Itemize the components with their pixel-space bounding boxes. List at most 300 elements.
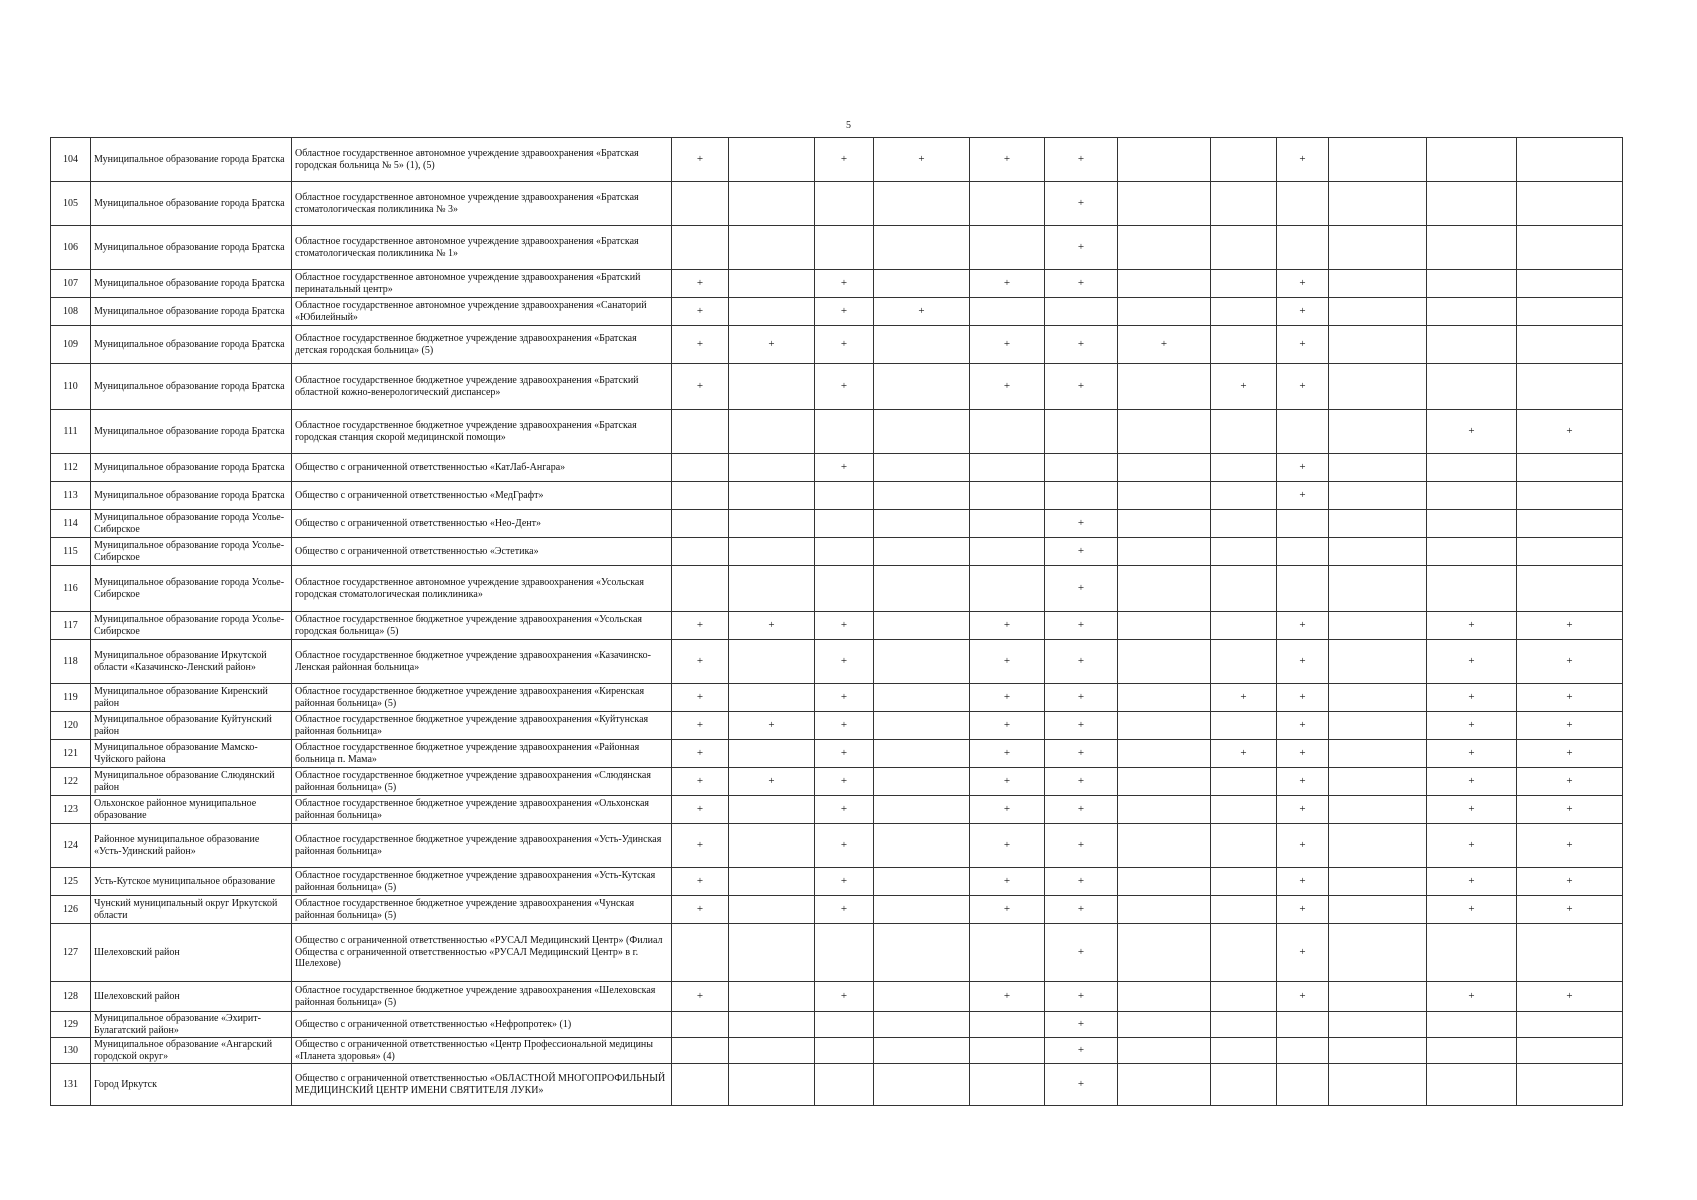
mark-cell [672, 410, 729, 454]
institution-cell: Областное государственное бюджетное учреждение здравоохранения «Слюдянская районная больница» (5) [292, 768, 672, 796]
mark-cell [1211, 482, 1277, 510]
mark-cell [1211, 226, 1277, 270]
mark-cell [1211, 1064, 1277, 1106]
mark-cell [874, 768, 970, 796]
mark-cell [1277, 1038, 1329, 1064]
mark-cell [970, 410, 1045, 454]
mark-cell: + [874, 138, 970, 182]
mark-cell [874, 924, 970, 982]
mark-cell [1211, 510, 1277, 538]
mark-cell [729, 182, 815, 226]
mark-cell [815, 1064, 874, 1106]
mark-cell [874, 1064, 970, 1106]
mark-cell: + [1277, 684, 1329, 712]
mark-cell [729, 924, 815, 982]
mark-cell [1427, 298, 1517, 326]
row-number: 118 [51, 640, 91, 684]
mark-cell: + [1045, 896, 1118, 924]
mark-cell [1045, 454, 1118, 482]
mark-cell [815, 538, 874, 566]
mark-cell [1329, 326, 1427, 364]
table-row [51, 824, 1623, 868]
row-number: 114 [51, 510, 91, 538]
mark-cell [1118, 482, 1211, 510]
mark-cell [1517, 454, 1623, 482]
mark-cell [1329, 510, 1427, 538]
row-number: 127 [51, 924, 91, 982]
mark-cell [1517, 1038, 1623, 1064]
mark-cell: + [1277, 640, 1329, 684]
mark-cell [1329, 454, 1427, 482]
mark-cell [874, 410, 970, 454]
mark-cell: + [1277, 982, 1329, 1012]
mark-cell [1329, 768, 1427, 796]
institution-cell: Областное государственное бюджетное учреждение здравоохранения «Куйтунская районная больница» [292, 712, 672, 740]
institution-cell: Областное государственное бюджетное учреждение здравоохранения «Районная больница п. Мама» [292, 740, 672, 768]
municipality-cell: Муниципальное образование города Братска [91, 454, 292, 482]
mark-cell [1517, 298, 1623, 326]
mark-cell [1517, 482, 1623, 510]
municipality-cell: Муниципальное образование города Братска [91, 410, 292, 454]
mark-cell [874, 796, 970, 824]
municipality-cell: Муниципальное образование города Братска [91, 226, 292, 270]
medical-organizations-table [50, 137, 1623, 1106]
mark-cell [1329, 924, 1427, 982]
mark-cell [970, 298, 1045, 326]
municipality-cell: Муниципальное образование города Братска [91, 364, 292, 410]
municipality-cell: Муниципальное образование Мамско-Чуйского района [91, 740, 292, 768]
row-number: 124 [51, 824, 91, 868]
mark-cell: + [815, 640, 874, 684]
table-row [51, 1012, 1623, 1038]
table-row [51, 566, 1623, 612]
mark-cell [1329, 270, 1427, 298]
mark-cell [729, 1012, 815, 1038]
mark-cell: + [1427, 410, 1517, 454]
mark-cell: + [1427, 612, 1517, 640]
mark-cell: + [1277, 364, 1329, 410]
mark-cell [815, 1012, 874, 1038]
mark-cell: + [815, 868, 874, 896]
mark-cell: + [1277, 796, 1329, 824]
row-number: 104 [51, 138, 91, 182]
mark-cell: + [1517, 712, 1623, 740]
mark-cell [672, 1064, 729, 1106]
institution-cell: Общество с ограниченной ответственностью «Нефропротек» (1) [292, 1012, 672, 1038]
mark-cell: + [672, 640, 729, 684]
table-row [51, 510, 1623, 538]
mark-cell [1211, 298, 1277, 326]
municipality-cell: Усть-Кутское муниципальное образование [91, 868, 292, 896]
mark-cell: + [1427, 868, 1517, 896]
mark-cell: + [1427, 712, 1517, 740]
mark-cell [1045, 482, 1118, 510]
mark-cell [1517, 138, 1623, 182]
municipality-cell: Муниципальное образование города Братска [91, 298, 292, 326]
mark-cell [1118, 566, 1211, 612]
mark-cell [1329, 298, 1427, 326]
mark-cell [815, 482, 874, 510]
municipality-cell: Муниципальное образование города Братска [91, 182, 292, 226]
mark-cell [1427, 510, 1517, 538]
mark-cell [1118, 1012, 1211, 1038]
mark-cell [874, 612, 970, 640]
mark-cell [1118, 1064, 1211, 1106]
mark-cell [729, 226, 815, 270]
mark-cell: + [1211, 740, 1277, 768]
institution-cell: Областное государственное бюджетное учреждение здравоохранения «Усть-Кутская районная больница» (5) [292, 868, 672, 896]
mark-cell [672, 226, 729, 270]
institution-cell: Общество с ограниченной ответственностью «Центр Профессиональной медицины «Планета здоровья» (4) [292, 1038, 672, 1064]
mark-cell: + [1045, 364, 1118, 410]
row-number: 122 [51, 768, 91, 796]
mark-cell [1427, 364, 1517, 410]
mark-cell: + [1427, 684, 1517, 712]
mark-cell [729, 566, 815, 612]
mark-cell [815, 566, 874, 612]
mark-cell [1211, 566, 1277, 612]
mark-cell [970, 1012, 1045, 1038]
mark-cell: + [815, 298, 874, 326]
mark-cell: + [1427, 740, 1517, 768]
mark-cell: + [1211, 684, 1277, 712]
mark-cell [1277, 510, 1329, 538]
mark-cell [1517, 364, 1623, 410]
mark-cell [815, 182, 874, 226]
municipality-cell: Муниципальное образование города Братска [91, 326, 292, 364]
mark-cell [1118, 1038, 1211, 1064]
mark-cell: + [970, 640, 1045, 684]
mark-cell [672, 566, 729, 612]
mark-cell [815, 924, 874, 982]
municipality-cell: Муниципальное образование города Братска [91, 138, 292, 182]
institution-cell: Областное государственное бюджетное учреждение здравоохранения «Братская городская станция скорой медицинской помощи» [292, 410, 672, 454]
mark-cell [970, 1064, 1045, 1106]
mark-cell: + [1045, 326, 1118, 364]
mark-cell: + [1427, 768, 1517, 796]
mark-cell: + [815, 684, 874, 712]
mark-cell [874, 566, 970, 612]
table-row [51, 640, 1623, 684]
municipality-cell: Город Иркутск [91, 1064, 292, 1106]
mark-cell: + [1427, 640, 1517, 684]
mark-cell [1517, 1012, 1623, 1038]
mark-cell: + [672, 768, 729, 796]
institution-cell: Общество с ограниченной ответственностью «ОБЛАСТНОЙ МНОГОПРОФИЛЬНЫЙ МЕДИЦИНСКИЙ ЦЕНТР ИМЕНИ СВЯТИТЕЛЯ ЛУКИ» [292, 1064, 672, 1106]
mark-cell: + [1045, 768, 1118, 796]
table-row [51, 454, 1623, 482]
mark-cell [1211, 538, 1277, 566]
mark-cell: + [1427, 796, 1517, 824]
mark-cell [729, 270, 815, 298]
mark-cell [729, 138, 815, 182]
mark-cell: + [1277, 868, 1329, 896]
mark-cell [1329, 482, 1427, 510]
row-number: 123 [51, 796, 91, 824]
mark-cell: + [815, 712, 874, 740]
mark-cell: + [1277, 612, 1329, 640]
row-number: 131 [51, 1064, 91, 1106]
mark-cell: + [815, 138, 874, 182]
mark-cell [970, 924, 1045, 982]
mark-cell [1427, 482, 1517, 510]
institution-cell: Общество с ограниченной ответственностью «РУСАЛ Медицинский Центр» (Филиал Общества с ограниченной ответственностью «РУСАЛ Медицинский Центр» в г. Шелехове) [292, 924, 672, 982]
row-number: 128 [51, 982, 91, 1012]
mark-cell [1118, 768, 1211, 796]
mark-cell [729, 896, 815, 924]
mark-cell: + [1045, 982, 1118, 1012]
mark-cell: + [874, 298, 970, 326]
mark-cell [729, 510, 815, 538]
mark-cell: + [672, 364, 729, 410]
mark-cell [970, 538, 1045, 566]
mark-cell [729, 410, 815, 454]
mark-cell [1118, 712, 1211, 740]
mark-cell [1427, 924, 1517, 982]
mark-cell [1517, 510, 1623, 538]
mark-cell [1211, 612, 1277, 640]
institution-cell: Областное государственное бюджетное учреждение здравоохранения «Чунская районная больница» (5) [292, 896, 672, 924]
municipality-cell: Шелеховский район [91, 924, 292, 982]
mark-cell [1118, 640, 1211, 684]
table-row [51, 684, 1623, 712]
mark-cell [1329, 566, 1427, 612]
mark-cell: + [970, 740, 1045, 768]
row-number: 109 [51, 326, 91, 364]
row-number: 130 [51, 1038, 91, 1064]
mark-cell [1211, 454, 1277, 482]
mark-cell [1329, 226, 1427, 270]
mark-cell: + [1277, 824, 1329, 868]
mark-cell [729, 298, 815, 326]
mark-cell [970, 566, 1045, 612]
mark-cell [1329, 364, 1427, 410]
mark-cell: + [815, 740, 874, 768]
municipality-cell: Муниципальное образование Слюдянский район [91, 768, 292, 796]
mark-cell: + [729, 712, 815, 740]
mark-cell [815, 1038, 874, 1064]
mark-cell [1118, 454, 1211, 482]
mark-cell [1211, 824, 1277, 868]
municipality-cell: Муниципальное образование Иркутской области «Казачинско-Ленский район» [91, 640, 292, 684]
mark-cell [1329, 868, 1427, 896]
mark-cell [874, 482, 970, 510]
mark-cell [970, 1038, 1045, 1064]
mark-cell [1427, 1064, 1517, 1106]
mark-cell [1211, 1012, 1277, 1038]
row-number: 111 [51, 410, 91, 454]
table-row [51, 796, 1623, 824]
mark-cell [1329, 1012, 1427, 1038]
mark-cell [874, 510, 970, 538]
mark-cell [729, 1038, 815, 1064]
mark-cell [729, 640, 815, 684]
row-number: 115 [51, 538, 91, 566]
mark-cell [1427, 454, 1517, 482]
mark-cell [1211, 868, 1277, 896]
municipality-cell: Муниципальное образование города Братска [91, 270, 292, 298]
mark-cell: + [815, 364, 874, 410]
mark-cell [729, 868, 815, 896]
mark-cell [1118, 796, 1211, 824]
mark-cell [1329, 740, 1427, 768]
mark-cell [1329, 538, 1427, 566]
table-row [51, 896, 1623, 924]
mark-cell [1427, 566, 1517, 612]
municipality-cell: Муниципальное образование Киренский район [91, 684, 292, 712]
mark-cell: + [1277, 298, 1329, 326]
institution-cell: Общество с ограниченной ответственностью «Эстетика» [292, 538, 672, 566]
mark-cell [1211, 182, 1277, 226]
mark-cell: + [970, 896, 1045, 924]
mark-cell [874, 896, 970, 924]
table-row [51, 326, 1623, 364]
table-row [51, 1038, 1623, 1064]
mark-cell: + [1118, 326, 1211, 364]
mark-cell [1517, 1064, 1623, 1106]
row-number: 126 [51, 896, 91, 924]
mark-cell: + [815, 896, 874, 924]
mark-cell [1211, 982, 1277, 1012]
mark-cell: + [1517, 684, 1623, 712]
mark-cell: + [1045, 226, 1118, 270]
institution-cell: Областное государственное бюджетное учреждение здравоохранения «Киренская районная больница» (5) [292, 684, 672, 712]
mark-cell: + [1427, 896, 1517, 924]
mark-cell [874, 712, 970, 740]
table-row [51, 410, 1623, 454]
institution-cell: Областное государственное автономное учреждение здравоохранения «Братская стоматологическая поликлиника № 3» [292, 182, 672, 226]
mark-cell: + [729, 768, 815, 796]
mark-cell: + [672, 138, 729, 182]
mark-cell [1118, 896, 1211, 924]
mark-cell [1045, 298, 1118, 326]
municipality-cell: Муниципальное образование Куйтунский район [91, 712, 292, 740]
row-number: 112 [51, 454, 91, 482]
mark-cell: + [815, 982, 874, 1012]
mark-cell: + [672, 796, 729, 824]
row-number: 117 [51, 612, 91, 640]
mark-cell [1329, 1038, 1427, 1064]
mark-cell: + [970, 868, 1045, 896]
mark-cell: + [1277, 326, 1329, 364]
mark-cell [970, 226, 1045, 270]
mark-cell: + [1517, 824, 1623, 868]
mark-cell [1329, 1064, 1427, 1106]
mark-cell [729, 982, 815, 1012]
mark-cell [874, 740, 970, 768]
mark-cell: + [815, 454, 874, 482]
table-row [51, 298, 1623, 326]
mark-cell [1517, 326, 1623, 364]
mark-cell: + [970, 824, 1045, 868]
mark-cell: + [1277, 138, 1329, 182]
mark-cell [1211, 270, 1277, 298]
mark-cell [1118, 924, 1211, 982]
institution-cell: Областное государственное бюджетное учреждение здравоохранения «Братская детская городская больница» (5) [292, 326, 672, 364]
row-number: 129 [51, 1012, 91, 1038]
mark-cell: + [1045, 824, 1118, 868]
mark-cell [1118, 824, 1211, 868]
mark-cell [672, 182, 729, 226]
mark-cell [729, 740, 815, 768]
institution-cell: Областное государственное бюджетное учреждение здравоохранения «Ольхонская районная больница» [292, 796, 672, 824]
mark-cell: + [1517, 410, 1623, 454]
mark-cell [1277, 538, 1329, 566]
mark-cell [1118, 182, 1211, 226]
mark-cell: + [1045, 712, 1118, 740]
mark-cell [672, 1012, 729, 1038]
mark-cell [1427, 1012, 1517, 1038]
mark-cell [672, 538, 729, 566]
mark-cell [1211, 768, 1277, 796]
mark-cell: + [815, 326, 874, 364]
mark-cell [1118, 364, 1211, 410]
table-row [51, 1064, 1623, 1106]
mark-cell [874, 270, 970, 298]
mark-cell: + [815, 824, 874, 868]
mark-cell [815, 510, 874, 538]
mark-cell: + [1277, 740, 1329, 768]
row-number: 121 [51, 740, 91, 768]
mark-cell: + [1045, 924, 1118, 982]
mark-cell: + [1045, 1064, 1118, 1106]
municipality-cell: Муниципальное образование города Усолье-Сибирское [91, 510, 292, 538]
mark-cell: + [672, 298, 729, 326]
mark-cell [729, 796, 815, 824]
mark-cell [815, 410, 874, 454]
mark-cell [815, 226, 874, 270]
mark-cell [874, 454, 970, 482]
mark-cell: + [1277, 482, 1329, 510]
mark-cell [1427, 138, 1517, 182]
mark-cell [1427, 226, 1517, 270]
institution-cell: Областное государственное автономное учреждение здравоохранения «Усольская городская стоматологическая поликлиника» [292, 566, 672, 612]
row-number: 119 [51, 684, 91, 712]
mark-cell: + [672, 740, 729, 768]
mark-cell [1211, 138, 1277, 182]
mark-cell [729, 824, 815, 868]
mark-cell [1517, 270, 1623, 298]
mark-cell: + [1517, 640, 1623, 684]
mark-cell: + [672, 684, 729, 712]
mark-cell: + [1277, 924, 1329, 982]
mark-cell: + [815, 612, 874, 640]
mark-cell: + [1045, 740, 1118, 768]
municipality-cell: Муниципальное образование «Ангарский городской округ» [91, 1038, 292, 1064]
mark-cell [1118, 684, 1211, 712]
mark-cell [1427, 270, 1517, 298]
mark-cell: + [970, 712, 1045, 740]
mark-cell [1329, 982, 1427, 1012]
mark-cell: + [970, 982, 1045, 1012]
mark-cell: + [1045, 270, 1118, 298]
mark-cell: + [970, 612, 1045, 640]
mark-cell: + [1045, 510, 1118, 538]
mark-cell [729, 1064, 815, 1106]
table-row [51, 538, 1623, 566]
institution-cell: Областное государственное бюджетное учреждение здравоохранения «Казачинско-Ленская районная больница» [292, 640, 672, 684]
page-number: 5 [846, 120, 851, 131]
mark-cell: + [1517, 612, 1623, 640]
mark-cell: + [1045, 182, 1118, 226]
row-number: 108 [51, 298, 91, 326]
row-number: 125 [51, 868, 91, 896]
mark-cell [729, 684, 815, 712]
mark-cell: + [1517, 896, 1623, 924]
mark-cell [874, 226, 970, 270]
mark-cell: + [1517, 982, 1623, 1012]
institution-cell: Областное государственное автономное учреждение здравоохранения «Братский перинатальный центр» [292, 270, 672, 298]
